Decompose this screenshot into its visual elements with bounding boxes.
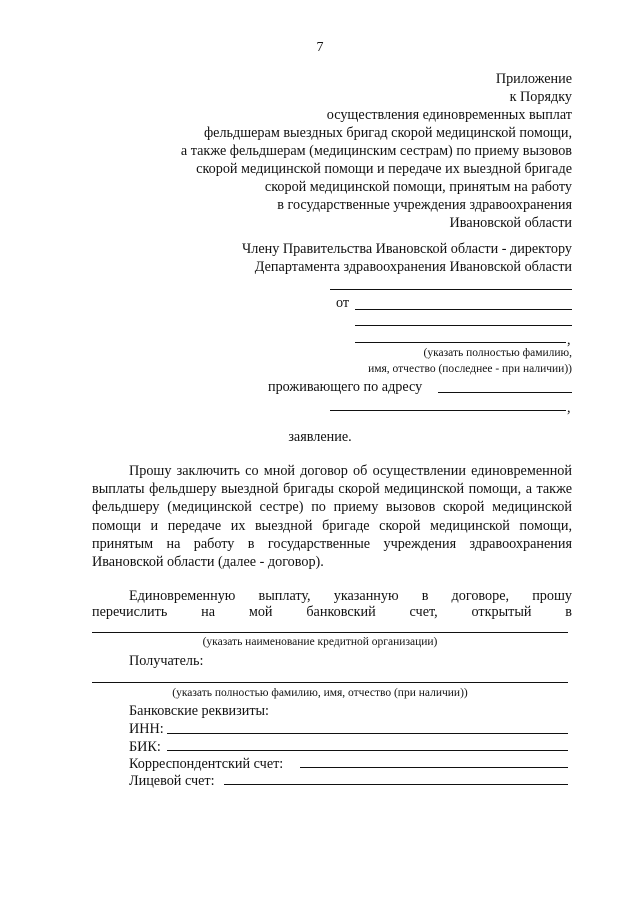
corr-account-label: Корреспондентский счет: bbox=[129, 756, 284, 772]
comma: , bbox=[567, 332, 571, 348]
address-line-1[interactable] bbox=[438, 392, 572, 393]
appendix-line: Ивановской области bbox=[449, 215, 572, 231]
applicant-name-line-3[interactable] bbox=[355, 342, 566, 343]
page-number: 7 bbox=[316, 40, 324, 55]
payment-line-1: Единовременную выплату, указанную в договоре, прошу bbox=[129, 588, 572, 604]
name-hint-2: имя, отчество (последнее - при наличии)) bbox=[368, 363, 572, 375]
appendix-line: Приложение bbox=[495, 71, 572, 87]
word: перечислить bbox=[92, 604, 168, 620]
bik-field[interactable] bbox=[167, 750, 568, 751]
applicant-blank-line[interactable] bbox=[330, 289, 572, 290]
comma: , bbox=[567, 400, 571, 416]
applicant-name-line-2[interactable] bbox=[355, 325, 572, 326]
appendix-line: фельдшерам выездных бригад скорой медицинской помощи, bbox=[203, 125, 572, 141]
appendix-line: осуществления единовременных выплат bbox=[326, 107, 572, 123]
word: в bbox=[565, 604, 572, 620]
credit-org-hint: (указать наименование кредитной организации) bbox=[202, 636, 438, 648]
word: на bbox=[201, 604, 216, 620]
appendix-line: к Порядку bbox=[509, 89, 572, 105]
applicant-name-line[interactable] bbox=[355, 309, 572, 310]
personal-account-field[interactable] bbox=[224, 784, 568, 785]
document-title: заявление. bbox=[288, 429, 352, 445]
payment-line-2 bbox=[92, 604, 572, 621]
request-paragraph: Прошу заключить со мной договор об осуществлении единовременной выплаты фельдшеру выездной бригады скорой медицинской помощи, а также фельдшеру (медицинской сестре) по приему вызовов скорой медицинской помощи и передаче их выездной бригаде скорой медицинской помощи, принятым на работу в государственные учреждения здравоохранения Ивановской области (далее - договор). bbox=[92, 463, 572, 571]
addressee-block bbox=[242, 240, 572, 276]
appendix-line: в государственные учреждения здравоохранения bbox=[277, 197, 572, 213]
corr-account-field[interactable] bbox=[300, 767, 568, 768]
appendix-header bbox=[181, 70, 572, 232]
word: банковский bbox=[306, 604, 376, 620]
recipient-line[interactable] bbox=[92, 682, 568, 683]
from-label: от bbox=[336, 295, 350, 311]
recipient-hint: (указать полностью фамилию, имя, отчество (при наличии)) bbox=[172, 687, 468, 699]
personal-account-label: Лицевой счет: bbox=[129, 773, 215, 789]
address-line-2[interactable] bbox=[330, 410, 566, 411]
recipient-label: Получатель: bbox=[129, 653, 204, 669]
credit-org-line[interactable] bbox=[92, 632, 568, 633]
inn-field[interactable] bbox=[167, 733, 568, 734]
bik-label: БИК: bbox=[129, 739, 161, 755]
word: открытый bbox=[471, 604, 532, 620]
addressee-line: Члену Правительства Ивановской области - директору bbox=[242, 241, 572, 257]
bank-details-label: Банковские реквизиты: bbox=[129, 703, 269, 719]
word: мой bbox=[248, 604, 273, 620]
appendix-line: скорой медицинской помощи и передаче их выездной бригаде bbox=[196, 161, 572, 177]
name-hint-1: (указать полностью фамилию, bbox=[423, 347, 572, 359]
word: счет, bbox=[409, 604, 438, 620]
appendix-line: а также фельдшерам (медицинским сестрам) по приему вызовов bbox=[180, 143, 572, 159]
inn-label: ИНН: bbox=[129, 721, 164, 737]
addressee-line: Департамента здравоохранения Ивановской области bbox=[254, 259, 572, 275]
appendix-line: скорой медицинской помощи, принятым на работу bbox=[264, 179, 572, 195]
residing-label: проживающего по адресу bbox=[268, 379, 423, 395]
